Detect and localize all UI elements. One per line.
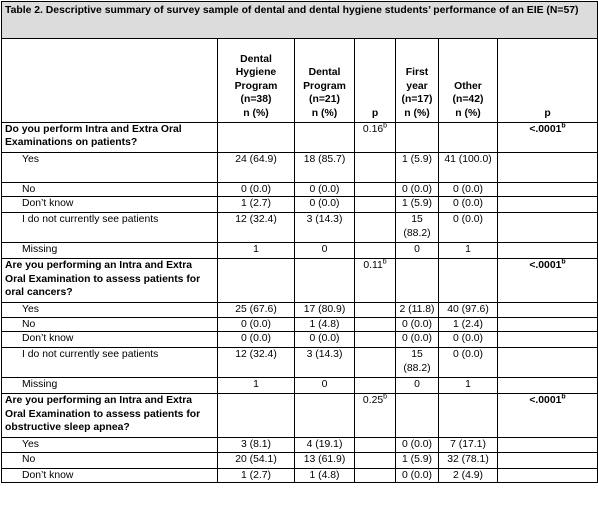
- table-row: [2, 317, 598, 331]
- cell-dental: 13 (61.9): [295, 452, 355, 468]
- summary-table: [1, 1, 598, 483]
- empty-cell: [498, 348, 598, 378]
- empty-cell: [355, 348, 396, 378]
- cell-dental: 0 (0.0): [295, 332, 355, 348]
- cell-other: 0 (0.0): [439, 332, 498, 348]
- empty-cell: [439, 123, 498, 153]
- table-row: [2, 183, 598, 197]
- empty-cell: [498, 153, 598, 183]
- cell-dental: 0: [295, 378, 355, 394]
- header-text: Other: [454, 80, 482, 92]
- header-text: (n=38): [240, 94, 272, 106]
- empty-cell: [295, 259, 355, 303]
- header-other: [439, 39, 498, 123]
- row-label: Yes: [2, 153, 218, 183]
- empty-cell: [218, 394, 295, 438]
- cell-first-year: 0 (0.0): [396, 438, 439, 452]
- empty-cell: [355, 332, 396, 348]
- table-row: [2, 243, 598, 259]
- empty-cell: [396, 123, 439, 153]
- empty-cell: [498, 303, 598, 317]
- header-text: n (%): [455, 107, 481, 119]
- empty-cell: [355, 452, 396, 468]
- row-label: No: [2, 452, 218, 468]
- cell-first-year: 0 (0.0): [396, 183, 439, 197]
- header-text: First: [405, 67, 429, 79]
- table-row: [2, 378, 598, 394]
- row-label: Missing: [2, 378, 218, 394]
- cell-other: 0 (0.0): [439, 348, 498, 378]
- p-value-superscript: b: [383, 393, 388, 401]
- header-col-label: [2, 39, 218, 123]
- header-text: n (%): [311, 107, 338, 119]
- empty-cell: [396, 259, 439, 303]
- header-text: (n=42): [452, 94, 484, 106]
- empty-cell: [355, 213, 396, 243]
- row-label: Don’t know: [2, 468, 218, 482]
- cell-other: 0 (0.0): [439, 197, 498, 213]
- empty-cell: [295, 123, 355, 153]
- cell-first-year: 15 (88.2): [396, 348, 439, 378]
- empty-cell: [355, 378, 396, 394]
- empty-cell: [295, 394, 355, 438]
- p-value-text: 0.16: [362, 124, 384, 135]
- cell-dental-hygiene: 1 (2.7): [218, 468, 295, 482]
- cell-first-year: 1 (5.9): [396, 452, 439, 468]
- cell-first-year: 1 (5.9): [396, 153, 439, 183]
- header-row: [2, 39, 598, 123]
- p-value-2: [498, 123, 598, 153]
- empty-cell: [498, 378, 598, 394]
- p-value-superscript: b: [561, 258, 566, 266]
- header-text: Hygiene: [235, 67, 277, 79]
- cell-first-year: 0 (0.0): [396, 317, 439, 331]
- row-label: Yes: [2, 438, 218, 452]
- cell-other: 2 (4.9): [439, 468, 498, 482]
- empty-cell: [355, 243, 396, 259]
- empty-cell: [498, 213, 598, 243]
- cell-dental: 3 (14.3): [295, 213, 355, 243]
- cell-dental: 3 (14.3): [295, 348, 355, 378]
- p-value-text: <.0001: [529, 395, 562, 407]
- cell-dental-hygiene: 20 (54.1): [218, 452, 295, 468]
- cell-other: 41 (100.0): [439, 153, 498, 183]
- row-label: Don’t know: [2, 197, 218, 213]
- cell-dental-hygiene: 24 (64.9): [218, 153, 295, 183]
- header-text: p: [544, 107, 551, 119]
- empty-cell: [498, 317, 598, 331]
- cell-dental: 18 (85.7): [295, 153, 355, 183]
- cell-other: 0 (0.0): [439, 183, 498, 197]
- cell-other: 1: [439, 378, 498, 394]
- table-title: Table 2. Descriptive summary of survey sample of dental and dental hygiene students’ performance of an EIE (N=57): [2, 2, 598, 39]
- table-row: [2, 153, 598, 183]
- cell-first-year: 1 (5.9): [396, 197, 439, 213]
- header-p1: [355, 39, 396, 123]
- empty-cell: [218, 123, 295, 153]
- cell-dental: 1 (4.8): [295, 317, 355, 331]
- cell-dental-hygiene: 3 (8.1): [218, 438, 295, 452]
- table-row: [2, 438, 598, 452]
- cell-dental-hygiene: 0 (0.0): [218, 332, 295, 348]
- p-value-superscript: b: [561, 122, 566, 130]
- table-row: [2, 213, 598, 243]
- cell-other: 7 (17.1): [439, 438, 498, 452]
- cell-dental-hygiene: 1: [218, 378, 295, 394]
- cell-dental-hygiene: 0 (0.0): [218, 317, 295, 331]
- p-value-superscript: b: [382, 258, 387, 266]
- empty-cell: [498, 183, 598, 197]
- question-row: [2, 123, 598, 153]
- question-text: Are you performing an Intra and Extra Oral Examination to assess patients for obstructive sleep apnea?: [2, 394, 218, 438]
- cell-dental-hygiene: 1 (2.7): [218, 197, 295, 213]
- header-text: p: [371, 107, 379, 119]
- question-row: [2, 394, 598, 438]
- empty-cell: [498, 243, 598, 259]
- cell-other: 40 (97.6): [439, 303, 498, 317]
- empty-cell: [355, 317, 396, 331]
- cell-other: 32 (78.1): [439, 452, 498, 468]
- header-text: n (%): [243, 107, 269, 119]
- empty-cell: [439, 259, 498, 303]
- p-value-1: [355, 394, 396, 438]
- cell-other: 1: [439, 243, 498, 259]
- row-label: No: [2, 183, 218, 197]
- cell-dental: 4 (19.1): [295, 438, 355, 452]
- p-value-text: 0.11: [363, 260, 383, 272]
- p-value-superscript: b: [561, 393, 566, 401]
- cell-first-year: 15 (88.2): [396, 213, 439, 243]
- empty-cell: [355, 468, 396, 482]
- row-label: Yes: [2, 303, 218, 317]
- p-value-superscript: b: [383, 122, 388, 130]
- cell-first-year: 0: [396, 378, 439, 394]
- document-table-wrapper: [1, 1, 597, 483]
- cell-dental: 17 (80.9): [295, 303, 355, 317]
- table-row: [2, 197, 598, 213]
- empty-cell: [498, 452, 598, 468]
- cell-dental-hygiene: 12 (32.4): [218, 348, 295, 378]
- header-text: Dental: [308, 67, 341, 79]
- cell-dental-hygiene: 1: [218, 243, 295, 259]
- row-label: Don’t know: [2, 332, 218, 348]
- row-label: No: [2, 317, 218, 331]
- empty-cell: [355, 197, 396, 213]
- empty-cell: [355, 303, 396, 317]
- cell-dental: 0 (0.0): [295, 183, 355, 197]
- empty-cell: [396, 394, 439, 438]
- cell-dental-hygiene: 12 (32.4): [218, 213, 295, 243]
- p-value-2: [498, 259, 598, 303]
- header-text: (n=21): [309, 94, 340, 106]
- p-value-text: <.0001: [529, 260, 562, 272]
- empty-cell: [355, 183, 396, 197]
- cell-first-year: 2 (11.8): [396, 303, 439, 317]
- question-row: [2, 259, 598, 303]
- cell-first-year: 0: [396, 243, 439, 259]
- header-text: Program: [234, 80, 278, 92]
- table-row: [2, 332, 598, 348]
- header-text: Program: [303, 80, 346, 92]
- question-text: Are you performing an Intra and Extra Oral Examination to assess patients for oral cancers?: [2, 259, 218, 303]
- empty-cell: [498, 197, 598, 213]
- p-value-2: [498, 394, 598, 438]
- table-row: [2, 452, 598, 468]
- cell-first-year: 0 (0.0): [396, 468, 439, 482]
- row-label: I do not currently see patients: [2, 213, 218, 243]
- cell-dental: 1 (4.8): [295, 468, 355, 482]
- header-text: Dental: [240, 53, 272, 65]
- row-label: Missing: [2, 243, 218, 259]
- cell-other: 0 (0.0): [439, 213, 498, 243]
- question-text: Do you perform Intra and Extra Oral Examinations on patients?: [2, 123, 218, 153]
- p-value-1: [355, 123, 396, 153]
- p-value-text: 0.25: [362, 395, 384, 407]
- header-dental: [295, 39, 355, 123]
- cell-dental-hygiene: 25 (67.6): [218, 303, 295, 317]
- table-row: [2, 468, 598, 482]
- header-p2: [498, 39, 598, 123]
- empty-cell: [355, 153, 396, 183]
- empty-cell: [498, 438, 598, 452]
- cell-first-year: 0 (0.0): [396, 332, 439, 348]
- empty-cell: [439, 394, 498, 438]
- table-row: [2, 303, 598, 317]
- p-value-text: <.0001: [529, 124, 562, 135]
- empty-cell: [498, 468, 598, 482]
- p-value-1: [355, 259, 396, 303]
- empty-cell: [218, 259, 295, 303]
- header-text: n (%): [404, 107, 430, 119]
- header-text: (n=17): [401, 94, 433, 106]
- table-row: [2, 348, 598, 378]
- empty-cell: [498, 332, 598, 348]
- header-text: year: [406, 80, 428, 92]
- row-label: I do not currently see patients: [2, 348, 218, 378]
- header-first-year: [396, 39, 439, 123]
- header-dental-hygiene: [218, 39, 295, 123]
- cell-dental: 0 (0.0): [295, 197, 355, 213]
- cell-dental: 0: [295, 243, 355, 259]
- cell-other: 1 (2.4): [439, 317, 498, 331]
- cell-dental-hygiene: 0 (0.0): [218, 183, 295, 197]
- empty-cell: [355, 438, 396, 452]
